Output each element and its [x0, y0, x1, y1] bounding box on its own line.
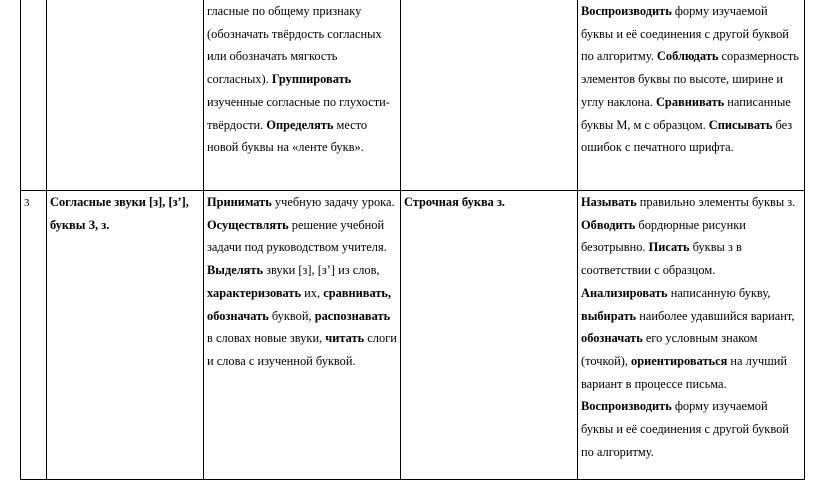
table-row [21, 0, 805, 191]
text-segment: бордюрные рисунки безотрывно. [581, 217, 746, 255]
action-verb: Воспроизводить [581, 399, 672, 414]
lesson-plan-table [20, 0, 805, 480]
text-segment: гласные по общему признаку (обозначать твёрдость согласных или обозначать мягкость согласных). [207, 4, 382, 87]
action-verb: обозначать [581, 331, 643, 346]
text-segment: без ошибок с печатного шрифта. [581, 117, 793, 155]
text-segment: форму изучаемой буквы и её соединения с другой буквой по алгоритму. [581, 4, 789, 64]
action-verb: Анализировать [581, 285, 668, 300]
action-verb: распознавать [314, 308, 391, 323]
row-number: 3 [24, 197, 30, 209]
text-segment: написанные буквы М, м с образцом. [581, 94, 791, 132]
row-number-cell [21, 0, 47, 191]
text-segment: буквы з в соответствии с образцом. [581, 240, 742, 278]
text-segment: форму изучаемой буквы и её соединения с другой буквой по алгоритму. [581, 399, 789, 459]
text-segment: соразмерность элементов буквы по высоте, ширине и углу наклона. [581, 49, 799, 109]
text-segment: место новой буквы на «ленте букв». [207, 117, 368, 155]
text-segment: учебную задачу урока. [271, 195, 395, 209]
text-segment: наиболее удавшийся вариант, [636, 308, 795, 323]
activities-cell [578, 191, 805, 480]
text-segment: изученные согласные по глухости-твёрдости. [207, 94, 390, 132]
action-verb: характеризовать [207, 285, 302, 300]
action-verb: Осуществлять [207, 217, 289, 232]
table-row [21, 191, 805, 480]
topic-cell [47, 191, 204, 480]
text-segment: буквой, [268, 308, 315, 323]
topic-text: Согласные звуки [з], [з’], буквы З, з. [50, 195, 189, 232]
row-number-cell [21, 191, 47, 480]
text-segment: их, [301, 285, 324, 300]
action-verb: Обводить [581, 217, 636, 232]
action-verb: читать [325, 331, 365, 346]
action-verb: Группировать [271, 72, 352, 87]
uud-cell [204, 191, 401, 480]
text-segment: на лучший вариант в процессе письма. [581, 353, 788, 391]
action-verb: Сравнивать [655, 94, 725, 109]
action-verb: Списывать [708, 117, 773, 132]
text-segment: звуки [з], [з’] из слов, [263, 263, 380, 278]
text-segment: слоги и слова с изученной буквой. [207, 331, 397, 368]
action-verb: Воспроизводить [581, 4, 672, 18]
lesson-cell [401, 0, 578, 191]
uud-cell [204, 0, 401, 191]
lesson-cell [401, 191, 578, 480]
text-segment: его условным знаком (точкой), [581, 331, 758, 368]
action-verb: Писать [648, 240, 690, 255]
text-segment: в словах новые звуки, [207, 331, 326, 346]
activities-cell [578, 0, 805, 191]
text-segment: решение учебной задачи под руководством учителя. [207, 217, 387, 255]
action-verb: Называть [581, 195, 637, 209]
action-verb: Принимать [207, 195, 272, 209]
text-segment: написанную букву, [667, 285, 771, 300]
lesson-title: Строчная буква з. [404, 195, 506, 209]
action-verb: ориентироваться [631, 353, 728, 368]
action-verb: сравнивать, обозначать [207, 285, 392, 323]
action-verb: Определять [266, 117, 334, 132]
text-segment: правильно элементы буквы з. [636, 195, 796, 209]
action-verb: Соблюдать [656, 49, 719, 64]
topic-cell [47, 0, 204, 191]
action-verb: выбирать [581, 308, 637, 323]
action-verb: Выделять [207, 263, 263, 278]
